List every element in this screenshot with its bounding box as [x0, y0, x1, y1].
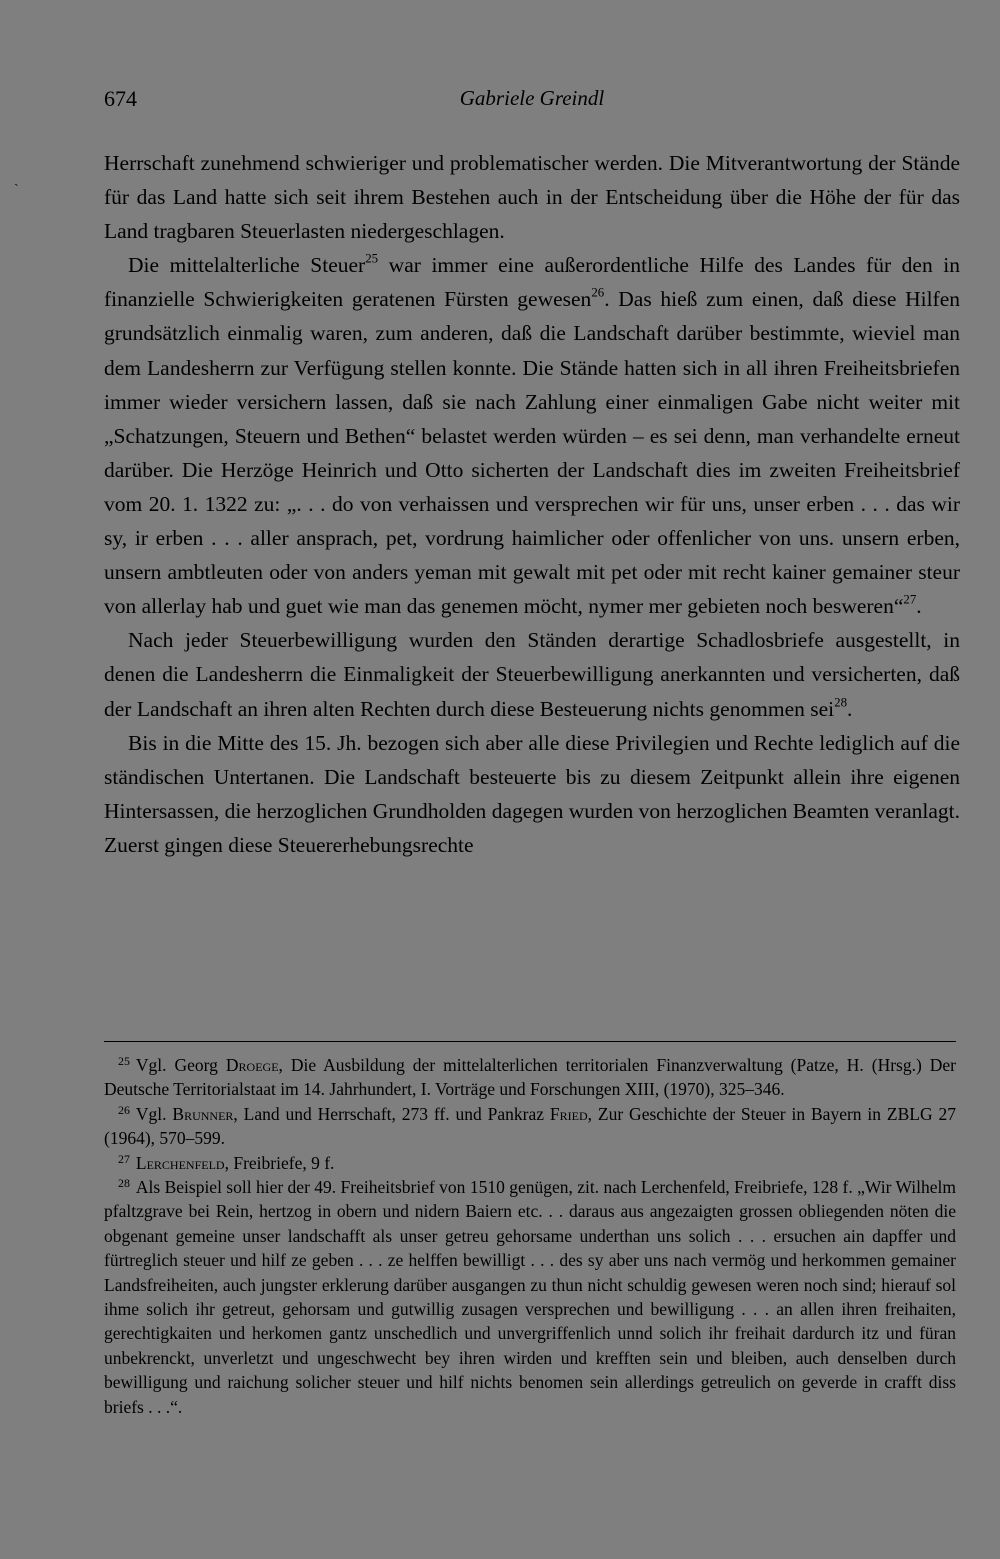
page-number: 674: [104, 86, 137, 111]
author-name: Brunner: [172, 1103, 234, 1124]
footnote-28: [104, 1175, 956, 1419]
author-name: Droege: [225, 1055, 279, 1075]
footnote-ref-25[interactable]: 25: [365, 251, 379, 266]
footnote-ref-27[interactable]: 27: [903, 592, 917, 607]
footnotes: [104, 1053, 956, 1419]
paragraph-2-text-a: Die mittelalterliche Steuer: [128, 253, 366, 278]
paragraph-2-text-c: . Das hieß zum einen, daß diese Hilfen grundsätzlich einmalig waren, zum anderen, daß die Landschaft darüber bestimmte, wieviel man dem Landesherrn zur Verfügung stellen konnte. Die Stände hatten sich in all ihren Freiheitsbriefen immer wieder versichern lassen, daß sie nach Zahlung einer einmaligen Gabe nicht weiter mit „Schatzungen, Steuern und Bethen“ belastet werden würden – es sei denn, man verhandelte erneut darüber. Die Herzöge Heinrich und Otto sicherten der Landschaft dies im zweiten Freiheitsbrief vom 20. 1. 1322 zu: „. . . do von verhaissen und versprechen wir für uns, unser erben . . . das wir sy, ir erben . . . aller ansprach, pet, vordrung haimlicher oder offenlicher von uns. unsern erben, unsern ambtleuten oder von anders yeman mit gewalt mit pet oder mit recht kainer gemainer steur von allerlay hab und guet wie man das genemen möcht, nymer mer gebieten noch besweren“: [104, 287, 961, 619]
paragraph-4: [104, 726, 960, 862]
footnote-ref-28[interactable]: 28: [834, 694, 848, 709]
footnote-26: [104, 1102, 956, 1151]
paragraph-4-text: Bis in die Mitte des 15. Jh. bezogen sich aber alle diese Privilegien und Rechte lediglich auf die ständischen Untertanen. Die Landschaft besteuerte bis zu diesem Zeitpunkt allein ihre eigenen Hintersassen, die herzoglichen Grundholden dagegen wurden von herzoglichen Beamten veranlagt. Zuerst gingen diese Steuererhebungsrechte: [104, 730, 960, 857]
stray-mark: ˎ: [14, 172, 19, 187]
paragraph-2: [104, 248, 960, 623]
paragraph-3-text-b: .: [847, 696, 853, 721]
paragraph-1: [104, 146, 960, 248]
author-name: Lerchenfeld: [135, 1152, 225, 1173]
footnote-number: 25: [118, 1054, 130, 1069]
paragraph-1-text: Herrschaft zunehmend schwieriger und problematischer werden. Die Mitverantwortung der Stände für das Land hatte sich seit ihrem Bestehen auch in der Entscheidung über die Höhe der für das Land tragbaren Steuerlasten niedergeschlagen.: [104, 151, 960, 244]
footnote-text: Vgl. Georg: [135, 1055, 226, 1075]
footnote-ref-26[interactable]: 26: [591, 285, 605, 300]
main-text: [104, 146, 960, 862]
author-name: Fried: [549, 1103, 588, 1124]
footnote-text: , Die Ausbildung der mittelalterlichen territorialen Finanzverwaltung (Patze, H. (Hrsg.) Der Deutsche Territorialstaat im 14. Jahrhundert, I. Vorträge und Forschungen XIII, (1970), 325–346.: [104, 1055, 957, 1100]
footnote-text: , Freibriefe, 9 f.: [224, 1152, 335, 1173]
footnote-divider: [104, 1041, 956, 1042]
footnote-number: 28: [118, 1176, 130, 1191]
footnote-text: , Zur Geschichte der Steuer in Bayern in ZBLG 27 (1964), 570–599.: [104, 1103, 957, 1149]
footnote-27: [104, 1151, 956, 1175]
footnote-number: 27: [118, 1151, 130, 1166]
page-header: [104, 86, 960, 112]
footnote-number: 26: [118, 1102, 130, 1117]
footnote-text: Als Beispiel soll hier der 49. Freiheitsbrief von 1510 genügen, zit. nach Lerchenfeld, Freibriefe, 128 f. „Wir Wilhelm pfaltzgrave bei Rein, hertzog in obern und nidern Baiern etc. . . daraus aus angezaigten grossen obliegenden nöten die obgenant gemeine unser landschafft als unser getreu gehorsame underthan uns solich . . . ersuchen ain dapffer und fürtreglich steuer und hilf ze geben . . . ze helffen bewilligt . . . des sy aber uns nach vermög und herkommen gemainer Landsfreiheiten, auch jungster erklerung darüber ausgangen zu thun nicht schuldig gewesen weren noch sind; hierauf sol ihme solich ihr getreut, gehorsam und gutwillig zusagen versprechen und bewilligung . . . an allen ihren freihaiten, gerechtigkaiten und herkomen gantz unschedlich und unvergriffenlich unnd solich ihr freihait dardurch itz und füran unbekrenckt, unverletzt und ungeschwecht bey ihren wirden und krefften sein und bleiben, auch denselben durch bewilligung und raichung solicher steuer und hilf nichts benomen sein allerdings getreulich on geverde in crafft diss briefs . . .“.: [104, 1177, 956, 1417]
footnote-25: [104, 1053, 956, 1102]
running-head: Gabriele Greindl: [459, 86, 605, 110]
paragraph-2-text-b: war immer eine außerordentliche Hilfe des Landes für den in finanzielle Schwierigkeiten geratenen Fürsten gewesen: [104, 253, 961, 312]
paragraph-3-text-a: Nach jeder Steuerbewilligung wurden den Ständen derartige Schadlosbriefe ausgestellt, in denen die Landesherrn die Einmaligkeit der Steuerbewilligung anerkannten und versicherten, daß der Landschaft an ihren alten Rechten durch diese Besteuerung nichts genommen sei: [104, 628, 960, 721]
footnote-text: , Land und Herrschaft, 273 ff. und Pankraz: [233, 1103, 550, 1124]
paragraph-2-text-d: .: [916, 594, 922, 619]
paragraph-3: [104, 623, 960, 725]
footnote-text: Vgl.: [135, 1103, 173, 1124]
